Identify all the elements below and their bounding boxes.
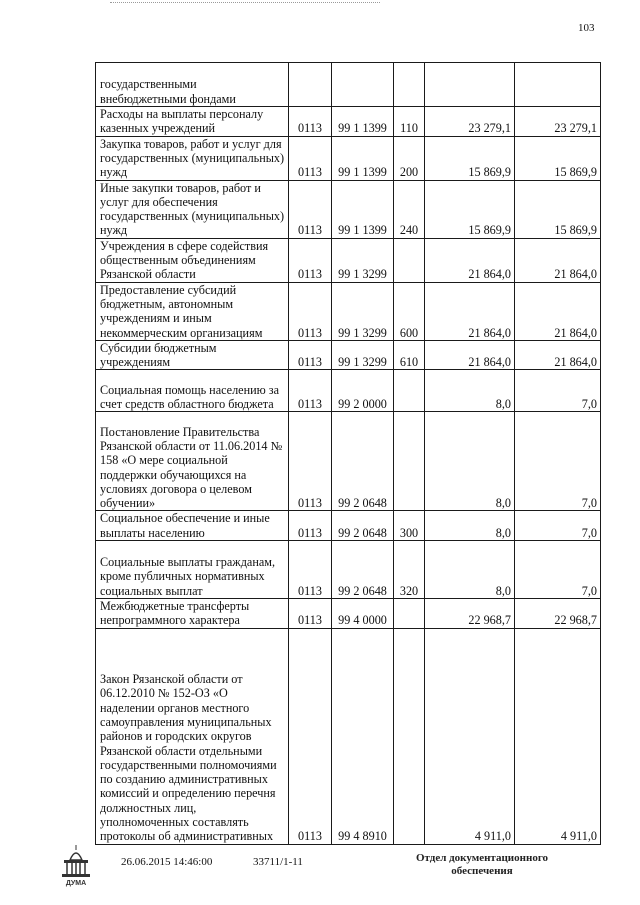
cell-sum-1 <box>425 63 515 107</box>
cell-sum-2: 15 869,9 <box>515 136 601 180</box>
cell-sum-1: 15 869,9 <box>425 136 515 180</box>
cell-expense-type: 320 <box>394 541 425 599</box>
cell-section: 0113 <box>289 282 332 340</box>
cell-expense-type <box>394 238 425 282</box>
cell-expense-type <box>394 63 425 107</box>
cell-name: Субсидии бюджетным учреждениям <box>96 340 289 370</box>
cell-target-article: 99 4 0000 <box>332 599 394 629</box>
cell-section <box>289 63 332 107</box>
cell-section: 0113 <box>289 511 332 541</box>
footer-datetime: 26.06.2015 14:46:00 <box>121 856 213 868</box>
footer-department: Отдел документационного обеспечения <box>415 852 549 877</box>
cell-expense-type <box>394 599 425 629</box>
cell-expense-type: 600 <box>394 282 425 340</box>
cell-expense-type: 610 <box>394 340 425 370</box>
cell-name: Закупка товаров, работ и услуг для государственных (муниципальных) нужд <box>96 136 289 180</box>
cell-sum-2: 7,0 <box>515 370 601 412</box>
cell-sum-2 <box>515 63 601 107</box>
cell-sum-2: 23 279,1 <box>515 107 601 137</box>
cell-section: 0113 <box>289 136 332 180</box>
cell-section: 0113 <box>289 370 332 412</box>
cell-sum-1: 8,0 <box>425 370 515 412</box>
budget-table-body <box>96 63 601 845</box>
table-row <box>96 107 601 137</box>
cell-sum-2: 21 864,0 <box>515 238 601 282</box>
table-row <box>96 340 601 370</box>
table-row <box>96 63 601 107</box>
cell-target-article: 99 1 3299 <box>332 340 394 370</box>
cell-sum-1: 8,0 <box>425 412 515 511</box>
cell-target-article: 99 1 1399 <box>332 180 394 238</box>
cell-sum-1: 21 864,0 <box>425 238 515 282</box>
cell-sum-1: 21 864,0 <box>425 340 515 370</box>
cell-section: 0113 <box>289 412 332 511</box>
cell-expense-type <box>394 370 425 412</box>
cell-target-article: 99 4 8910 <box>332 628 394 844</box>
cell-target-article <box>332 63 394 107</box>
cell-expense-type <box>394 412 425 511</box>
cell-target-article: 99 2 0648 <box>332 412 394 511</box>
cell-section: 0113 <box>289 541 332 599</box>
cell-sum-2: 22 968,7 <box>515 599 601 629</box>
cell-name: Учреждения в сфере содействия общественным объединениям Рязанской области <box>96 238 289 282</box>
cell-target-article: 99 1 1399 <box>332 107 394 137</box>
table-row <box>96 136 601 180</box>
cell-section: 0113 <box>289 107 332 137</box>
cell-sum-2: 7,0 <box>515 412 601 511</box>
cell-sum-1: 23 279,1 <box>425 107 515 137</box>
table-row <box>96 282 601 340</box>
cell-name: Иные закупки товаров, работ и услуг для обеспечения государственных (муниципальных) нужд <box>96 180 289 238</box>
cell-section: 0113 <box>289 628 332 844</box>
table-row <box>96 412 601 511</box>
cell-sum-2: 4 911,0 <box>515 628 601 844</box>
cell-target-article: 99 1 3299 <box>332 238 394 282</box>
cell-sum-2: 21 864,0 <box>515 340 601 370</box>
cell-expense-type: 300 <box>394 511 425 541</box>
duma-logo-icon <box>56 842 96 887</box>
footer-document-code: 33711/1-11 <box>253 856 303 868</box>
table-row <box>96 511 601 541</box>
cell-sum-2: 7,0 <box>515 511 601 541</box>
cell-expense-type: 200 <box>394 136 425 180</box>
cell-section: 0113 <box>289 599 332 629</box>
cell-name: государственными внебюджетными фондами <box>96 63 289 107</box>
cell-section: 0113 <box>289 180 332 238</box>
cell-name: Постановление Правительства Рязанской области от 11.06.2014 № 158 «О мере социальной поддержки обучающихся на условиях договора о целевом обучении» <box>96 412 289 511</box>
cell-target-article: 99 1 3299 <box>332 282 394 340</box>
table-row <box>96 238 601 282</box>
cell-expense-type <box>394 628 425 844</box>
budget-table <box>95 62 601 845</box>
cell-section: 0113 <box>289 238 332 282</box>
cell-name: Социальные выплаты гражданам, кроме публичных нормативных социальных выплат <box>96 541 289 599</box>
cell-sum-1: 8,0 <box>425 541 515 599</box>
cell-expense-type: 240 <box>394 180 425 238</box>
cell-target-article: 99 1 1399 <box>332 136 394 180</box>
cell-name: Предоставление субсидий бюджетным, автономным учреждениям и иным некоммерческим организациям <box>96 282 289 340</box>
cell-sum-2: 21 864,0 <box>515 282 601 340</box>
cell-target-article: 99 2 0648 <box>332 511 394 541</box>
table-row <box>96 628 601 844</box>
cell-name: Межбюджетные трансферты непрограммного характера <box>96 599 289 629</box>
table-row <box>96 541 601 599</box>
cell-name: Закон Рязанской области от 06.12.2010 № 152-ОЗ «О наделении органов местного самоуправления муниципальных районов и городских округов Рязанской области отдельными государственными полномочиями по созданию административных комиссий и определению перечня должностных лиц, уполномоченных составлять протоколы об административных <box>96 628 289 844</box>
cell-name: Социальная помощь населению за счет средств областного бюджета <box>96 370 289 412</box>
duma-logo-text: ДУМА <box>65 880 87 887</box>
page-number: 103 <box>578 22 595 34</box>
table-row <box>96 599 601 629</box>
cell-sum-1: 21 864,0 <box>425 282 515 340</box>
cell-expense-type: 110 <box>394 107 425 137</box>
table-row <box>96 370 601 412</box>
cell-section: 0113 <box>289 340 332 370</box>
cell-target-article: 99 2 0648 <box>332 541 394 599</box>
cell-name: Расходы на выплаты персоналу казенных учреждений <box>96 107 289 137</box>
cell-sum-1: 22 968,7 <box>425 599 515 629</box>
cell-sum-1: 15 869,9 <box>425 180 515 238</box>
cell-sum-2: 15 869,9 <box>515 180 601 238</box>
cell-sum-2: 7,0 <box>515 541 601 599</box>
cell-sum-1: 4 911,0 <box>425 628 515 844</box>
cell-target-article: 99 2 0000 <box>332 370 394 412</box>
cell-sum-1: 8,0 <box>425 511 515 541</box>
cell-name: Социальное обеспечение и иные выплаты населению <box>96 511 289 541</box>
table-row <box>96 180 601 238</box>
scan-top-marks <box>110 2 380 6</box>
